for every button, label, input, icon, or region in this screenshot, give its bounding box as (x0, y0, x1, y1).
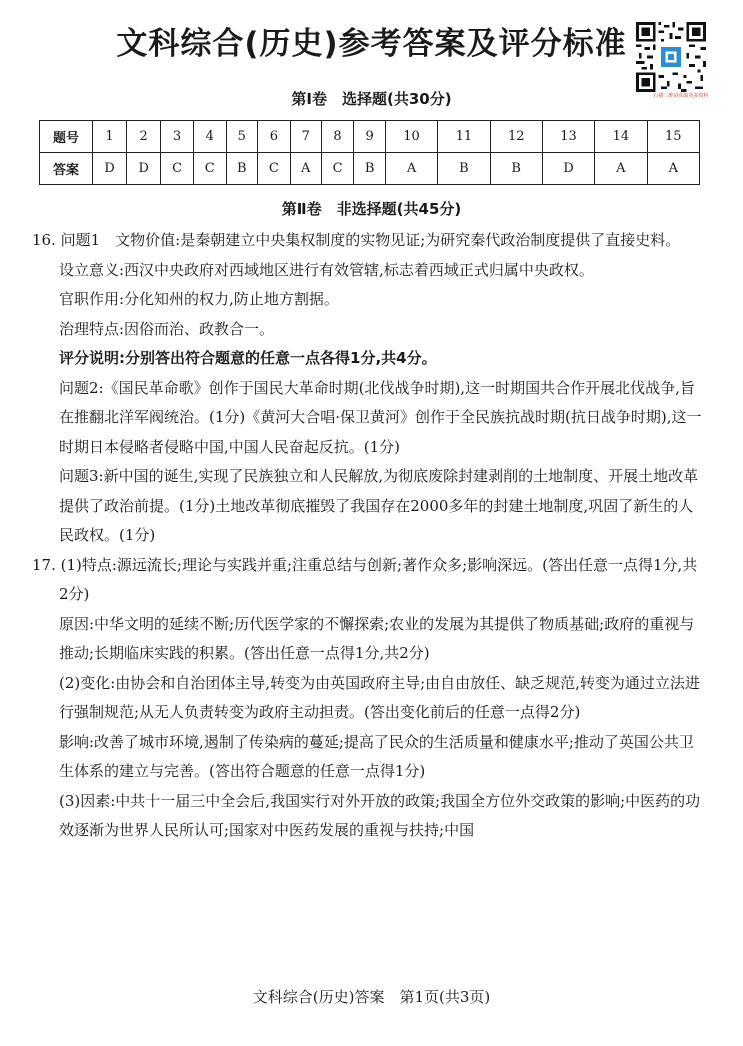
section1-title: 第Ⅰ卷 选择题(共30分) (291, 90, 452, 108)
table-cell: 14 (595, 121, 647, 153)
table-cell: 12 (490, 121, 542, 153)
table-cell: 1 (93, 121, 127, 153)
table-cell: 13 (542, 121, 594, 153)
q16-significance: 设立意义:西汉中央政府对西域地区进行有效管辖,标志着西域正式归属中央政权。 (59, 260, 594, 279)
table-cell: 4 (193, 121, 226, 153)
table-cell: C (321, 153, 354, 185)
table-cell: B (354, 153, 386, 185)
table-cell: A (595, 153, 647, 185)
table-cell: 8 (321, 121, 354, 153)
table-cell: 7 (290, 121, 321, 153)
table-cell: A (385, 153, 437, 185)
answer-table (39, 120, 700, 185)
q17-part1-reasons: 原因:中华文明的延续不断;历代医学家的不懈探索;农业的发展为其提供了物质基础;政府的重视与推动;长期临床实践的积累。(答出任意一点得1分,共2分) (59, 614, 695, 662)
q17-part2-impact: 影响:改善了城市环境,遏制了传染病的蔓延;提高了民众的生活质量和健康水平;推动了英国公共卫生体系的建立与完善。(答出符合题意的任意一点得1分) (59, 732, 694, 780)
q16-problem1: 16. 问题1 文物价值:是秦朝建立中央集权制度的实物见证;为研究秦代政治制度提供了直接史料。 (32, 231, 681, 249)
table-cell: C (161, 153, 194, 185)
table-cell: B (438, 153, 490, 185)
row-label-number: 题号 (40, 121, 93, 153)
table-cell: 10 (385, 121, 437, 153)
table-cell: 6 (258, 121, 291, 153)
table-cell: A (647, 153, 699, 185)
page-footer: 文科综合(历史)答案 第1页(共3页) (252, 988, 491, 1006)
qr-code-icon (636, 22, 706, 92)
q16-scoring-note: 评分说明:分别答出符合题意的任意一点各得1分,共4分。 (59, 349, 437, 367)
table-cell: C (193, 153, 226, 185)
q16-problem3: 问题3:新中国的诞生,实现了民族独立和人民解放,为彻底废除封建剥削的土地制度、开展土地改革提供了政治前提。(1分)土地改革彻底摧毁了我国存在2000多年的封建土地制度,巩固了新生的人民政权。(1分) (59, 467, 699, 544)
table-cell: C (258, 153, 291, 185)
table-row-numbers (40, 121, 700, 153)
q16-problem2: 问题2:《国民革命歌》创作于国民大革命时期(北伐战争时期),这一时期国共合作开展北伐战争,旨在推翻北洋军阀统治。(1分)《黄河大合唱·保卫黄河》创作于全民族抗战时期(抗日战争时期),这一时期日本侵略者侵略中国,中国人民奋起反抗。(1分) (59, 378, 702, 456)
section2-title: 第Ⅱ卷 非选择题(共45分) (281, 200, 462, 218)
q17-part1-features: 17. (1)特点:源远流长;理论与实践并重;注重总结与创新;著作众多;影响深远。(答出任意一点得1分,共2分) (32, 555, 698, 603)
table-cell: D (127, 153, 161, 185)
table-cell: B (226, 153, 258, 185)
table-cell: B (490, 153, 542, 185)
table-row-answers (40, 153, 700, 185)
q16-official-role: 官职作用:分化知州的权力,防止地方割据。 (59, 290, 339, 308)
table-cell: 5 (226, 121, 258, 153)
table-cell: A (290, 153, 321, 185)
page-title: 文科综合(历史)参考答案及评分标准 (116, 26, 627, 62)
row-label-answer: 答案 (40, 153, 93, 185)
q17-part2-changes: (2)变化:由协会和自治团体主导,转变为由英国政府主导;由自由放任、缺乏规范,转变为通过立法进行强制规范;从无人负责转变为政府主动担责。(答出变化前后的任意一点得2分) (59, 673, 700, 721)
answer-body (32, 226, 704, 846)
table-cell: 2 (127, 121, 161, 153)
table-cell: 9 (354, 121, 386, 153)
qr-caption: 扫描二维码获取更多资料 (653, 93, 709, 99)
q17-part3-factors: (3)因素:中共十一届三中全会后,我国实行对外开放的政策;我国全方位外交政策的影响;中医药的功效逐渐为世界人民所认可;国家对中医药发展的重视与扶持;中国 (59, 791, 701, 839)
q16-governance: 治理特点:因俗而治、政教合一。 (59, 319, 275, 338)
table-cell: D (542, 153, 594, 185)
table-cell: 15 (647, 121, 699, 153)
table-cell: D (93, 153, 127, 185)
table-cell: 3 (161, 121, 194, 153)
table-cell: 11 (438, 121, 490, 153)
